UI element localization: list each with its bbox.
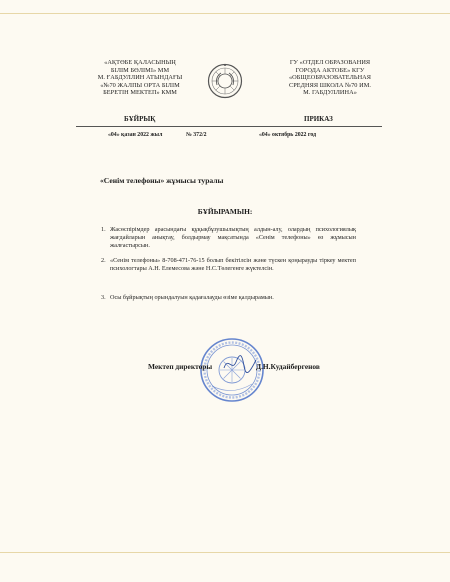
header-left-line: М. ҒАБДУЛЛИН АТЫНДАҒЫ [97, 74, 183, 82]
header-right-line: «ОБЩЕОБРАЗОВАТЕЛЬНАЯ [288, 74, 372, 82]
header-left-kazakh [80, 59, 200, 97]
state-emblem-icon [207, 63, 243, 99]
order-item [101, 226, 356, 251]
order-item-text: Осы бұйрықтың орындалуын қадағалауды өзіме қалдырамын. [110, 294, 274, 301]
signature-scribble-icon [222, 352, 258, 376]
order-item-text: Жасөспірімдер арасындағы құқықбұзушылықтың алдын-алу, олардың психологиялық жағдайларын анықтау, болдырмау мақсатында «Сенім телефоны» өз жұмысын жалғастырсын. [110, 226, 356, 250]
top-edge-line [0, 13, 450, 14]
header-left-line: «№70 ЖАЛПЫ ОРТА БІЛІМ [100, 81, 180, 89]
document-number: № 372/2 [186, 132, 207, 138]
header-right-line: М. ГАБДУЛЛИНА» [303, 89, 357, 97]
header-divider [76, 126, 382, 127]
order-item [101, 257, 356, 273]
header-right-line: ГУ «ОТДЕЛ ОБРАЗОВАНИЯ [289, 59, 371, 66]
signatory-title: Мектеп директоры [148, 362, 213, 371]
header-right-line: СРЕДНЯЯ ШКОЛА №70 ИМ. [288, 81, 372, 89]
date-russian: «04» октябрь 2022 год [259, 132, 317, 138]
order-item [101, 294, 356, 302]
header-left-line: «АҚТӨБЕ ҚАЛАСЫНЫҢ [104, 59, 176, 66]
document-subject: «Сенім телефоны» жұмысы туралы [100, 176, 224, 185]
bottom-edge-line [0, 552, 450, 553]
order-item-number: 3. [101, 294, 106, 301]
date-kazakh: «04» қазан 2022 жыл [108, 132, 163, 138]
header-left-line: БІЛІМ БӨЛІМІ» ММ [110, 66, 170, 74]
order-item-number: 2. [101, 257, 106, 264]
header-right-russian [268, 59, 392, 97]
order-heading: БҰЙЫРАМЫН: [197, 207, 253, 216]
header-right-line: ГОРОДА АКТОБЕ» КГУ [295, 66, 365, 74]
doc-type-kazakh: БҰЙРЫҚ [124, 115, 156, 123]
doc-type-russian: ПРИКАЗ [304, 115, 333, 123]
header-left-line: БЕРЕТІН МЕКТЕП» КММ [103, 89, 177, 97]
signatory-name: Д.Н.Кудайбергенов [256, 362, 320, 371]
order-item-text: «Сенім телефоны» 8-708-471-76-15 болып бекітілсін және түскен қоңырауды тіркеу мектеп психологтары А.Н. Елемесова және Н.С.Төлегенге жүктелсін. [110, 257, 356, 273]
order-item-number: 1. [101, 226, 106, 233]
